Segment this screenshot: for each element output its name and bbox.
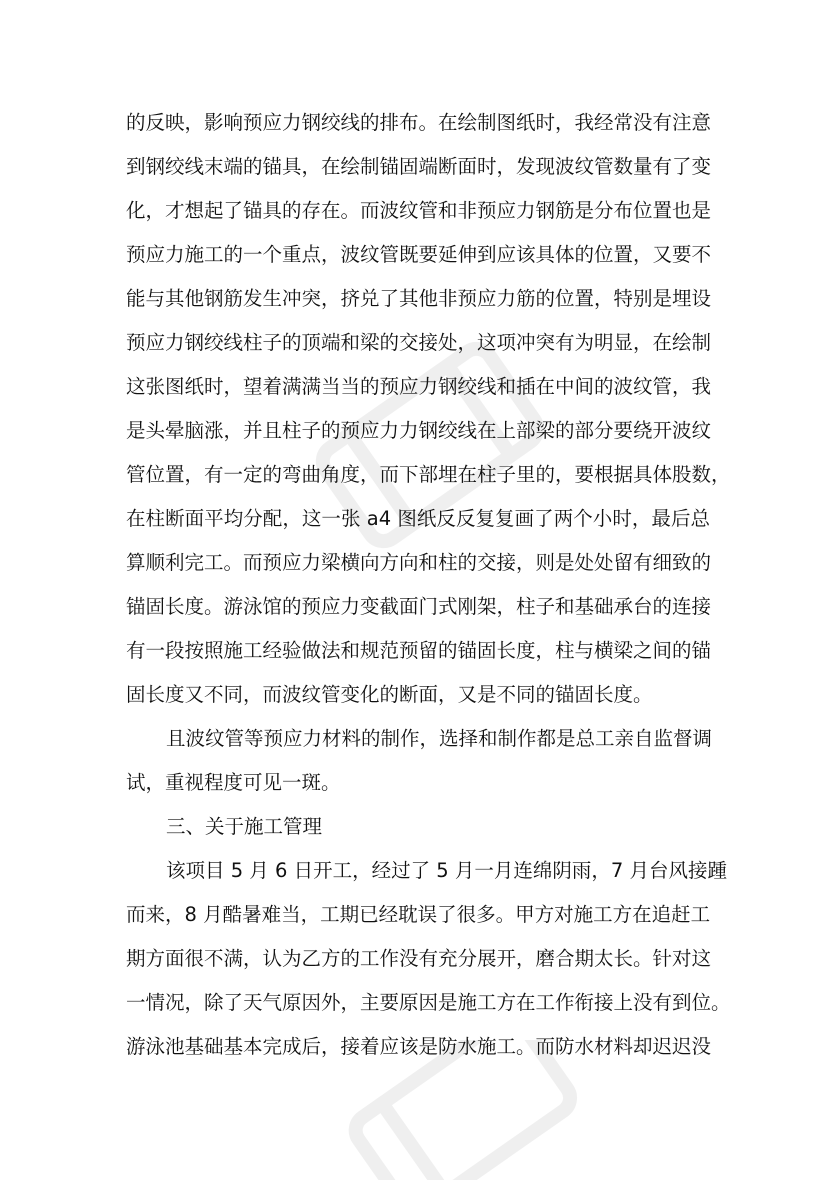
watermark-logo-icon (330, 1040, 590, 1180)
paragraph-line: 这张图纸时，望着满满当当的预应力钢绞线和插在中间的波纹管，我 (126, 375, 712, 398)
paragraph-line: 的反映，影响预应力钢绞线的排布。在绘制图纸时，我经常没有注意 (126, 111, 712, 134)
paragraph-line: 该项目 5 月 6 日开工，经过了 5 月一月连绵阴雨，7 月台风接踵 (166, 859, 728, 882)
paragraph-line: 锚固长度。游泳馆的预应力变截面门式刚架，柱子和基础承台的连接 (126, 595, 712, 618)
paragraph-line: 期方面很不满，认为乙方的工作没有充分展开，磨合期太长。针对这 (126, 947, 712, 970)
section-heading: 三、关于施工管理 (166, 815, 323, 838)
paragraph-line: 且波纹管等预应力材料的制作，选择和制作都是总工亲自监督调 (166, 727, 713, 750)
paragraph-line: 管位置，有一定的弯曲角度，而下部埋在柱子里的，要根据具体股数， (126, 463, 731, 486)
paragraph-line: 化，才想起了锚具的存在。而波纹管和非预应力钢筋是分布位置也是 (126, 199, 712, 222)
paragraph-line: 在柱断面平均分配，这一张 a4 图纸反反复复画了两个小时，最后总 (126, 507, 710, 530)
paragraph-line: 是头晕脑涨，并且柱子的预应力力钢绞线在上部梁的部分要绕开波纹 (126, 419, 712, 442)
paragraph-line: 试，重视程度可见一斑。 (126, 771, 341, 794)
paragraph-line: 预应力施工的一个重点，波纹管既要延伸到应该具体的位置，又要不 (126, 243, 712, 266)
paragraph-line: 有一段按照施工经验做法和规范预留的锚固长度，柱与横梁之间的锚 (126, 639, 712, 662)
paragraph-line: 算顺利完工。而预应力梁横向方向和柱的交接，则是处处留有细致的 (126, 551, 712, 574)
paragraph-line: 到钢绞线末端的锚具，在绘制锚固端断面时，发现波纹管数量有了变 (126, 155, 712, 178)
paragraph-line: 一情况，除了天气原因外，主要原因是施工方在工作衔接上没有到位。 (126, 991, 731, 1014)
paragraph-line: 预应力钢绞线柱子的顶端和梁的交接处，这项冲突有为明显，在绘制 (126, 331, 712, 354)
paragraph-line: 游泳池基础基本完成后，接着应该是防水施工。而防水材料却迟迟没 (126, 1035, 712, 1058)
paragraph-line: 能与其他钢筋发生冲突，挤兑了其他非预应力筋的位置，特别是埋设 (126, 287, 712, 310)
paragraph-line: 固长度又不同，而波纹管变化的断面，又是不同的锚固长度。 (126, 683, 653, 706)
paragraph-line: 而来，8 月酷暑难当，工期已经耽误了很多。甲方对施工方在追赶工 (126, 903, 711, 926)
